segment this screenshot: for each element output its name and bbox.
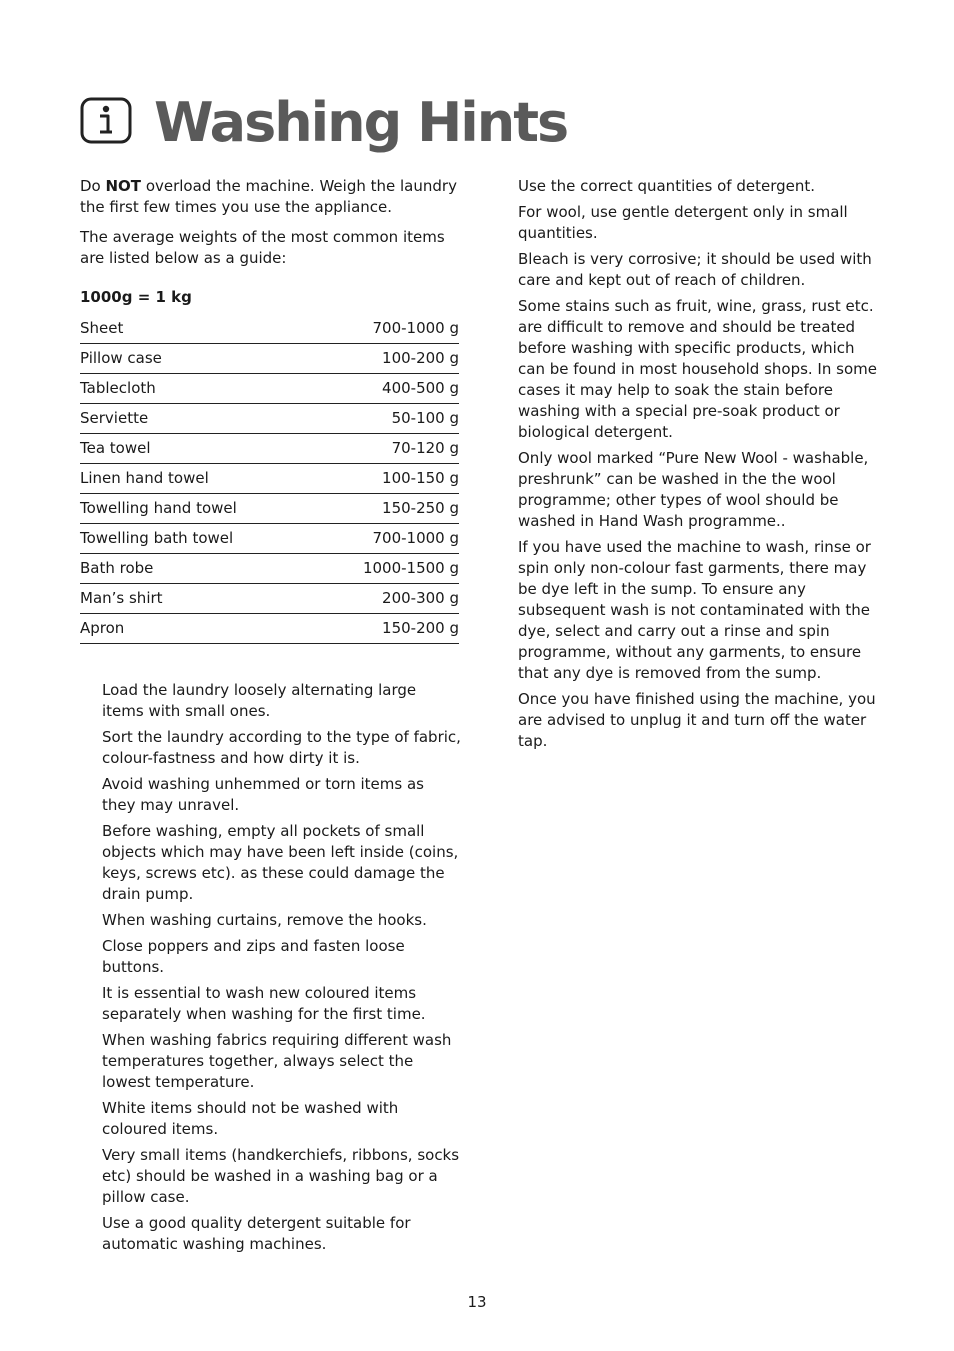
hint-item: Before washing, empty all pockets of small objects which may have been left inside (coins, keys, screws etc). as these could damage the drain pump. <box>102 822 459 903</box>
page-header <box>80 88 567 158</box>
weight-item: Linen hand towel <box>80 469 209 487</box>
table-row <box>80 614 459 644</box>
hint-item: White items should not be washed with coloured items. <box>102 1099 399 1138</box>
hint-item: Load the laundry loosely alternating large items with small ones. <box>102 681 417 720</box>
intro-emphasis: NOT <box>105 177 142 195</box>
hint-item: Avoid washing unhemmed or torn items as they may unravel. <box>102 775 424 814</box>
intro-paragraph <box>80 176 459 218</box>
info-icon <box>80 94 154 152</box>
table-row <box>80 434 459 464</box>
weight-item: Apron <box>80 619 125 637</box>
hint-item: When washing fabrics requiring different wash temperatures together, always select the lowest temperature. <box>102 1031 452 1091</box>
hint-paragraph: Once you have finished using the machine, you are advised to unplug it and turn off the water tap. <box>518 690 876 750</box>
page-number: 13 <box>467 1293 487 1311</box>
hint-item: Use a good quality detergent suitable for automatic washing machines. <box>102 1214 411 1253</box>
weight-value: 70-120 g <box>391 439 459 457</box>
weight-item: Towelling bath towel <box>80 529 234 547</box>
table-row <box>80 584 459 614</box>
hints-list <box>102 680 462 1260</box>
hint-paragraph: Use the correct quantities of detergent. <box>518 177 815 195</box>
table-row <box>80 524 459 554</box>
weight-item: Sheet <box>80 319 124 337</box>
weights-intro: The average weights of the most common items are listed below as a guide: <box>80 228 445 267</box>
weight-value: 150-200 g <box>382 619 459 637</box>
weight-item: Pillow case <box>80 349 162 367</box>
hint-item: Very small items (handkerchiefs, ribbons, socks etc) should be washed in a washing bag or a pillow case. <box>102 1146 460 1206</box>
hint-paragraph: If you have used the machine to wash, rinse or spin only non-colour fast garments, there may be dye left in the sump. To ensure any subsequent wash is not contaminated with the dye, select and carry out a rinse and spin programme, without any garments, to ensure that any dye is removed from the sump. <box>518 538 871 682</box>
hint-paragraph: For wool, use gentle detergent only in small quantities. <box>518 203 848 242</box>
intro-text: overload the machine. Weigh the laundry the first few times you use the appliance. <box>80 177 457 216</box>
weight-value: 700-1000 g <box>372 319 459 337</box>
hint-item: Close poppers and zips and fasten loose buttons. <box>102 937 405 976</box>
weight-item: Serviette <box>80 409 149 427</box>
table-row <box>80 374 459 404</box>
weight-value: 150-250 g <box>382 499 459 517</box>
table-row <box>80 554 459 584</box>
weight-value: 100-150 g <box>382 469 459 487</box>
weight-item: Tea towel <box>80 439 151 457</box>
table-row <box>80 314 459 344</box>
weight-value: 50-100 g <box>391 409 459 427</box>
weight-value: 700-1000 g <box>372 529 459 547</box>
table-row <box>80 494 459 524</box>
page-title: Washing Hints <box>154 91 568 154</box>
hint-item: Sort the laundry according to the type of fabric, colour-fastness and how dirty it is. <box>102 728 461 767</box>
hint-paragraph: Bleach is very corrosive; it should be used with care and kept out of reach of children. <box>518 250 872 289</box>
right-column <box>518 176 878 757</box>
hint-item: It is essential to wash new coloured items separately when washing for the first time. <box>102 984 426 1023</box>
weight-item: Bath robe <box>80 559 154 577</box>
weight-value: 200-300 g <box>382 589 459 607</box>
weight-value: 100-200 g <box>382 349 459 367</box>
weights-table <box>80 314 459 644</box>
weight-item: Man’s shirt <box>80 589 163 607</box>
weight-value: 1000-1500 g <box>362 559 459 577</box>
left-column <box>80 176 459 644</box>
weight-item: Tablecloth <box>80 379 156 397</box>
hint-paragraph: Only wool marked “Pure New Wool - washable, preshrunk” can be washed in the the wool programme; other types of wool should be washed in Hand Wash programme.. <box>518 449 869 530</box>
table-row <box>80 464 459 494</box>
weight-item: Towelling hand towel <box>80 499 237 517</box>
table-row <box>80 344 459 374</box>
weight-value: 400-500 g <box>382 379 459 397</box>
hint-item: When washing curtains, remove the hooks. <box>102 911 427 929</box>
intro-text: Do <box>80 177 106 195</box>
hint-paragraph: Some stains such as fruit, wine, grass, rust etc. are difficult to remove and should be treated before washing with specific products, which can be found in most household shops. In some cases it may help to soak the stain before washing with a special pre-soak product or biological detergent. <box>518 297 877 441</box>
table-row <box>80 404 459 434</box>
weight-heading: 1000g = 1 kg <box>80 288 192 306</box>
